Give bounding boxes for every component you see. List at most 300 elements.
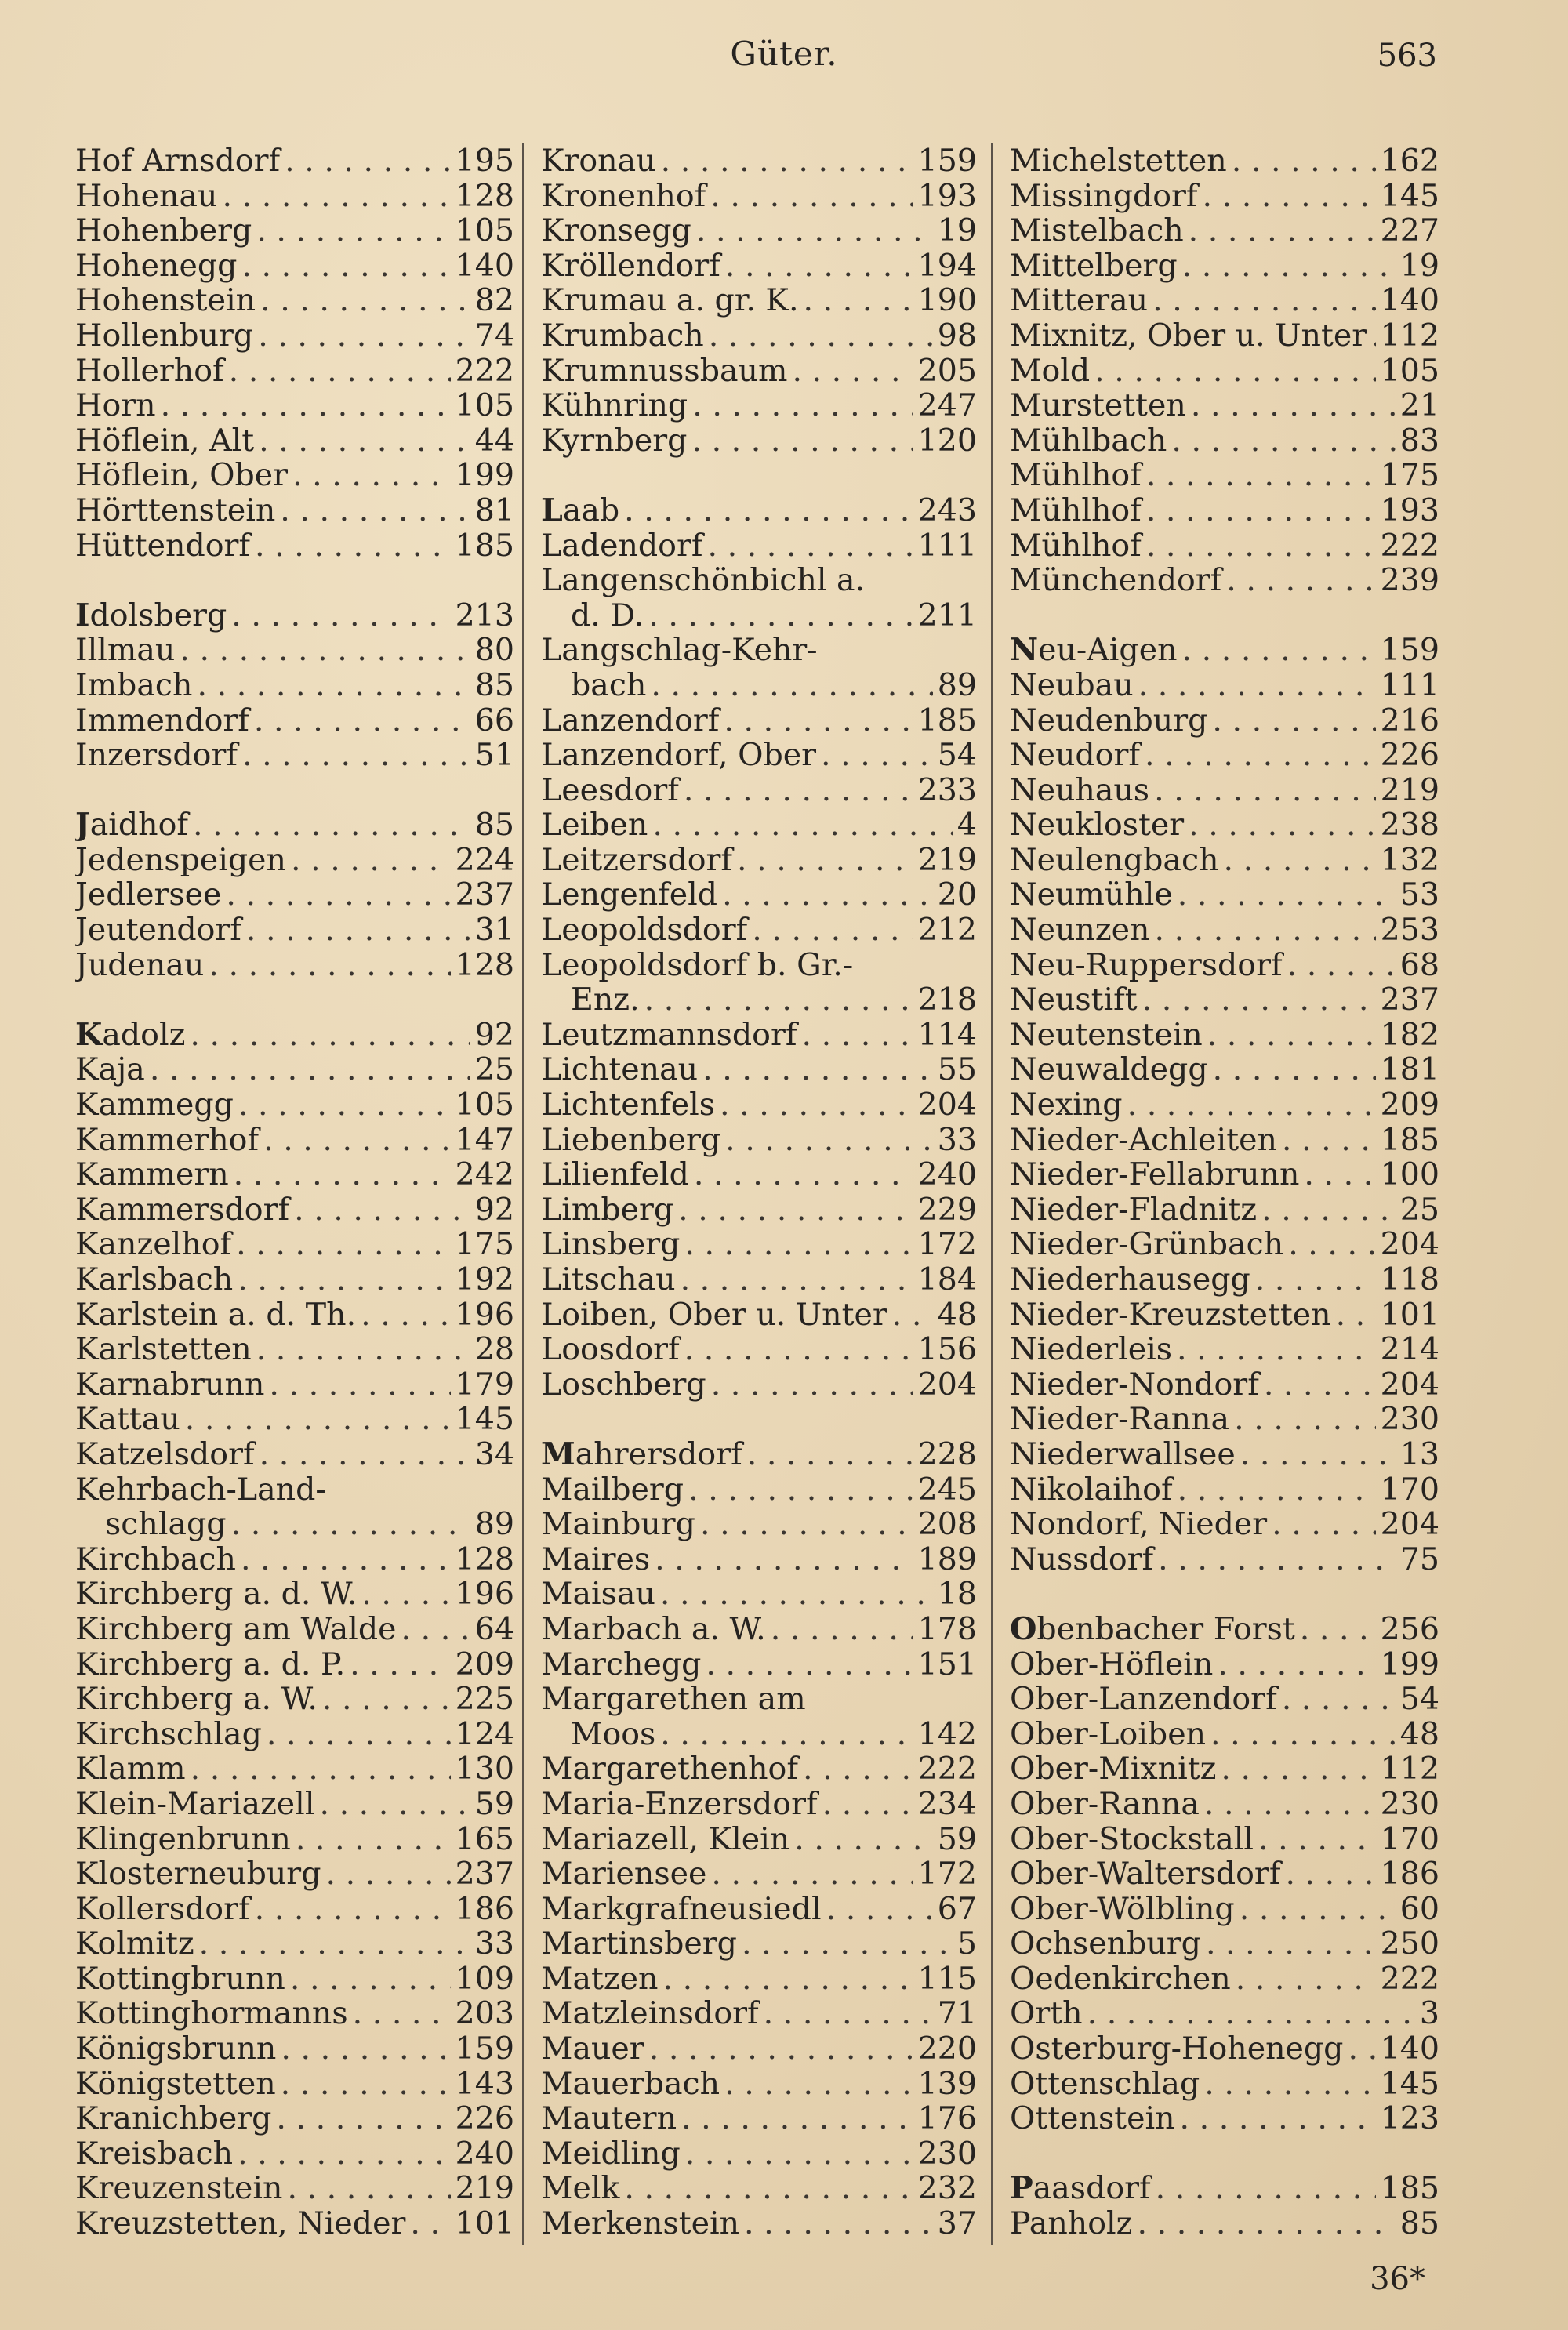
dot-leader [646,668,932,703]
entry-name-text: Hohenberg [75,213,252,249]
dot-leader [717,877,933,913]
entry-page: 83 [1399,423,1439,459]
index-entry [1010,1472,1439,1508]
entry-name-text: Kröllendorf [541,248,720,284]
dot-leader [1235,1892,1396,1927]
index-entry [75,1367,514,1403]
entry-name-text: Klingenbrunn [75,1821,291,1857]
entry-name-text: Melk [541,2171,620,2207]
dot-leader [1186,388,1396,423]
entry-page: 238 [1380,808,1439,843]
entry-name-text: Ottenstein [1010,2101,1175,2136]
index-entry [541,179,977,214]
index-entry [541,1507,977,1542]
entry-name [541,1192,673,1228]
entry-page: 34 [474,1436,514,1472]
entry-name [1010,493,1142,528]
entry-name-text: aidhof [89,808,189,843]
entry-name [75,738,238,773]
index-entry [1010,1647,1439,1682]
entry-name-text: Nieder-Ranna [1010,1402,1230,1437]
dot-leader [233,2136,451,2172]
entry-name-text: Klosterneuburg [75,1856,321,1892]
index-entry [1010,2206,1439,2241]
entry-name [1010,1962,1231,1997]
entry-page: 182 [1380,1017,1439,1053]
entry-name-text: Mühlhof [1010,528,1142,564]
entry-name [541,213,691,249]
entry-page: 240 [917,1157,977,1192]
index-entry [1010,388,1439,423]
entry-name [1010,1087,1123,1123]
entry-name [75,1437,255,1472]
entry-name-text: Linsberg [541,1227,681,1262]
entry-name [541,283,799,318]
entry-name-text: Litschau [541,1262,676,1297]
entry-name-text: Mailberg [541,1472,684,1508]
entry-name-text: Kronenhof [541,178,706,214]
entry-page: 219 [917,842,977,878]
entry-name-text: Loschberg [541,1366,706,1403]
entry-name-text: Mistelbach [1010,213,1184,249]
entry-page: 230 [1380,1402,1439,1437]
entry-page: 232 [917,2171,977,2207]
section-gap [541,1402,977,1437]
entry-name-text: Karlstetten [75,1332,252,1367]
index-entry [1010,913,1439,948]
entry-name [75,354,224,389]
dot-leader [720,249,913,284]
index-entry [75,1856,514,1892]
dot-leader [1367,318,1375,354]
dot-leader [276,2031,450,2067]
dot-leader [221,877,450,913]
dot-leader [314,1787,470,1822]
dot-leader [688,388,913,423]
index-entry [1010,877,1439,913]
entry-page: 59 [474,1786,514,1822]
entry-page: 189 [917,1541,977,1577]
entry-page: 53 [1399,877,1439,913]
dot-leader [224,354,451,389]
entry-name-text: Jeutendorf [75,913,241,948]
entry-name-text: Imbach [75,667,193,703]
entry-page: 89 [937,667,977,703]
entry-name [75,528,250,564]
entry-name [541,1822,789,1857]
index-entry [1010,1227,1439,1262]
index-entry [541,1647,977,1682]
entry-name [1010,1612,1295,1647]
index-entry [1010,1542,1439,1577]
entry-name [75,1087,234,1123]
dot-leader [262,1717,451,1752]
entry-name-text: aasdorf [1033,2171,1151,2207]
dot-leader [747,913,913,948]
entry-name [1010,528,1142,564]
dot-leader [1142,493,1376,528]
entry-page: 19 [1399,248,1439,284]
dot-leader [1149,773,1376,808]
entry-name [75,318,253,354]
section-gap [75,773,514,808]
index-entry [1010,1507,1439,1542]
section-gap [541,458,977,493]
entry-name-text: Karlstein a. d. Th. [75,1297,357,1333]
dot-leader [1254,1822,1376,1857]
entry-page: 165 [455,1821,514,1857]
index-entry [1010,528,1439,564]
index-entry [75,913,514,948]
entry-page: 142 [917,1716,977,1752]
entry-name [541,1472,684,1508]
index-entry [75,1751,514,1787]
entry-name [75,1787,314,1822]
dot-leader [280,143,451,179]
dot-leader [264,1367,450,1403]
entry-page: 13 [1399,1436,1439,1472]
entry-name [1010,2101,1175,2136]
index-entry [75,808,514,843]
entry-page: 37 [937,2206,977,2241]
entry-page: 175 [1380,458,1439,493]
entry-name-text: Ober-Lanzendorf [1010,1682,1277,1717]
entry-page: 237 [455,877,514,913]
dot-leader [789,1822,933,1857]
index-entry [75,1262,514,1297]
entry-name-text: Hollenburg [75,318,254,354]
entry-name-text: Neukloster [1010,808,1185,843]
entry-name-text: Leiben [541,808,648,843]
dot-leader [687,423,913,459]
entry-page: 199 [1380,1646,1439,1682]
entry-name-text: Kühnring [541,388,688,423]
index-entry [75,1192,514,1228]
entry-page: 196 [455,1297,514,1333]
entry-name [541,354,787,389]
index-entry [541,1856,977,1892]
entry-name-text: Neudenburg [1010,702,1208,739]
entry-page: 33 [474,1926,514,1962]
entry-name-text: Ober-Waltersdorf [1010,1856,1281,1892]
index-entry [1010,283,1439,318]
index-entry [1010,1297,1439,1333]
index-entry [75,1996,514,2031]
dot-leader [704,318,933,354]
entry-page: 237 [455,1856,514,1892]
entry-name-text: Neunzen [1010,913,1150,948]
entry-page: 170 [1380,1821,1439,1857]
index-entry [541,1332,977,1367]
entry-page: 33 [937,1122,977,1158]
index-entry [1010,1437,1439,1472]
dot-leader [1167,423,1395,459]
entry-name [1010,1682,1277,1717]
dot-leader [1140,738,1376,773]
index-entry [75,1926,514,1962]
dot-leader [759,1996,933,2031]
entry-page: 234 [917,1786,977,1822]
entry-name-text: Kammern [75,1157,229,1192]
entry-name [75,1507,227,1542]
dot-leader [285,1962,451,1997]
dot-leader [156,388,451,423]
entry-page: 54 [937,738,977,773]
entry-page: 186 [455,1891,514,1927]
index-entry [541,668,977,703]
entry-page: 67 [937,1891,977,1927]
entry-name-text: Nieder-Nondorf [1010,1366,1259,1403]
entry-name-text: Münchendorf [1010,563,1222,598]
entry-name-text: Nieder-Kreuzstetten [1010,1297,1331,1333]
entry-name [1010,2067,1200,2102]
entry-page: 181 [1380,1052,1439,1088]
entry-name-text: Kirchbach [75,1541,236,1577]
index-entry [75,1822,514,1857]
entry-page: 203 [455,1996,514,2032]
dot-leader [799,283,913,318]
entry-page: 185 [1380,2171,1439,2207]
entry-name-text: Missingdorf [1010,178,1198,214]
entry-name [1010,843,1219,878]
entry-page: 74 [474,318,514,354]
entry-name [1010,1227,1283,1262]
index-entry [541,1892,977,1927]
index-entry [1010,1157,1439,1192]
entry-name-text: Panholz [1010,2206,1133,2241]
entry-name-text: Mauer [541,2031,644,2067]
entry-name-text: Hof Arnsdorf [75,143,281,179]
entry-name [1010,354,1090,389]
index-entry [1010,1123,1439,1158]
entry-page: 243 [917,492,977,528]
index-entry [1010,1367,1439,1403]
entry-page: 109 [455,1961,514,1997]
entry-page: 205 [917,353,977,389]
index-entry [75,668,514,703]
dot-leader [250,1892,451,1927]
entry-page: 218 [917,982,977,1018]
dot-leader [1259,1367,1376,1403]
entry-page: 82 [474,283,514,318]
entry-name [541,1367,706,1403]
entry-name [75,493,275,528]
dot-leader [1184,808,1375,843]
entry-name-text: Karnabrunn [75,1366,265,1403]
entry-name [1010,1787,1200,1822]
index-entry [75,1052,514,1087]
entry-name-text: Kreisbach [75,2136,234,2172]
entry-name-text: Matzen [541,1961,659,1997]
entry-name-text: Ober-Wölbling [1010,1891,1235,1927]
entry-name-text: Ober-Mixnitz [1010,1751,1217,1787]
index-entry [541,423,977,459]
index-entry [1010,843,1439,878]
index-entry [75,1437,514,1472]
index-entry [541,2171,977,2206]
dot-leader [1173,877,1396,913]
dot-leader [1148,283,1376,318]
index-entry [1010,1018,1439,1053]
entry-name [541,1577,655,1612]
entry-name [75,913,241,948]
entry-name [75,1018,185,1053]
page-header [0,34,1568,82]
entry-name-text: dolsberg [89,597,227,633]
entry-name [75,423,254,459]
entry-name [1010,1507,1267,1542]
dot-leader [1090,354,1375,389]
entry-page: 48 [937,1297,977,1333]
entry-name-text: Leopoldsdorf b. Gr.- [541,947,854,983]
dot-leader [679,773,913,808]
entry-page: 226 [1380,738,1439,773]
entry-name [541,1052,698,1087]
dot-leader [321,1856,450,1892]
entry-page: 156 [917,1332,977,1367]
dot-leader [739,2206,933,2241]
dot-leader [1083,1996,1415,2031]
entry-page: 172 [917,1856,977,1892]
entry-page: 199 [455,458,514,493]
dot-leader [1208,1052,1376,1087]
index-entry [75,528,514,564]
entry-name [75,877,221,913]
running-title: Güter. [730,34,838,73]
entry-name [541,948,853,983]
index-entry [1010,1996,1439,2031]
entry-name-text: Kottinghormanns [75,1996,348,2032]
entry-name-text: Nexing [1010,1087,1123,1123]
dot-leader [1201,1926,1376,1962]
dot-leader [1219,843,1376,878]
dot-leader [1132,2206,1395,2241]
dot-leader [231,1227,450,1262]
entry-name [75,2171,282,2206]
entry-name-text: Mühlbach [1010,423,1167,459]
entry-name-text: Maires [541,1541,651,1577]
entry-page: 128 [455,1541,514,1577]
entry-page: 81 [474,492,514,528]
entry-name-text: Horn [75,388,156,423]
entry-name [1010,249,1178,284]
entry-name [75,2031,276,2067]
entry-page: 54 [1399,1682,1439,1717]
entry-name-text: ahrersdorf [575,1436,742,1472]
entry-name [1010,1192,1257,1228]
index-entry [75,2067,514,2102]
entry-name [541,1717,655,1752]
entry-page: 227 [1380,213,1439,249]
entry-name-text: Mariensee [541,1856,707,1892]
index-columns [75,143,1439,2245]
index-entry [1010,1612,1439,1647]
dot-leader [1178,249,1396,284]
entry-page: 19 [937,213,977,249]
entry-name [541,388,688,423]
index-entry [75,2206,514,2241]
index-entry [75,283,514,318]
entry-page: 253 [1380,913,1439,948]
index-entry [75,948,514,983]
index-entry [1010,1087,1439,1123]
entry-name-text: Kottingbrunn [75,1961,285,1997]
entry-name-text: Mitterau [1010,283,1149,318]
entry-name [1010,458,1142,493]
index-entry [1010,179,1439,214]
dot-leader [1149,913,1375,948]
entry-page: 159 [455,2031,514,2067]
entry-name [541,913,747,948]
entry-name-text: Lengenfeld [541,877,718,913]
dot-leader [282,2171,450,2206]
entry-page: 100 [1380,1157,1439,1192]
entry-name [541,1682,806,1717]
entry-name [541,1262,676,1297]
entry-name [541,598,644,633]
entry-name-text: Kirchberg a. d. W. [75,1577,358,1612]
entry-page: 247 [917,388,977,423]
entry-name-text: Kronsegg [541,213,691,249]
index-entry [75,1787,514,1822]
entry-name-text: d. D. [571,597,644,633]
entry-name [1010,1297,1331,1333]
index-entry [541,948,977,983]
entry-name-text: aab [562,492,620,528]
index-entry [1010,423,1439,459]
entry-name [541,1787,818,1822]
dot-leader [689,1157,913,1192]
index-entry [1010,1052,1439,1087]
index-entry [541,2206,977,2241]
entry-name-text: Osterburg-Hohenegg [1010,2031,1344,2067]
dot-leader [1213,1647,1375,1682]
entry-name-text: Margarethenhof [541,1751,798,1787]
index-entry [1010,2031,1439,2067]
dot-leader [237,249,450,284]
dot-leader [673,1192,913,1228]
entry-page: 250 [1380,1926,1439,1962]
entry-name [1010,213,1184,249]
dot-leader [348,1996,451,2031]
index-entry [75,1087,514,1123]
dot-leader [1343,2031,1375,2067]
index-entry [541,1087,977,1123]
entry-page: 185 [455,528,514,564]
entry-page: 111 [917,528,977,564]
dot-leader [1257,1192,1396,1228]
index-entry [75,1577,514,1612]
entry-name [541,633,818,668]
entry-name-text: Kreuzstetten, Nieder [75,2206,406,2241]
dot-leader [204,948,450,983]
index-entry [541,1262,977,1297]
entry-page: 92 [474,1017,514,1053]
entry-page: 120 [917,423,977,459]
dot-leader [276,2067,451,2102]
entry-name [1010,1542,1153,1577]
entry-name-text: Nieder-Fladnitz [1010,1192,1258,1228]
entry-name [1010,1402,1229,1437]
dot-leader [234,1087,451,1123]
entry-name [541,528,702,564]
entry-name-text: Leopoldsdorf [541,913,748,948]
entry-page: 66 [474,702,514,739]
entry-name [75,2101,271,2136]
entry-name [75,1192,289,1228]
entry-name-text: Nussdorf [1010,1541,1154,1577]
index-entry [75,1682,514,1717]
